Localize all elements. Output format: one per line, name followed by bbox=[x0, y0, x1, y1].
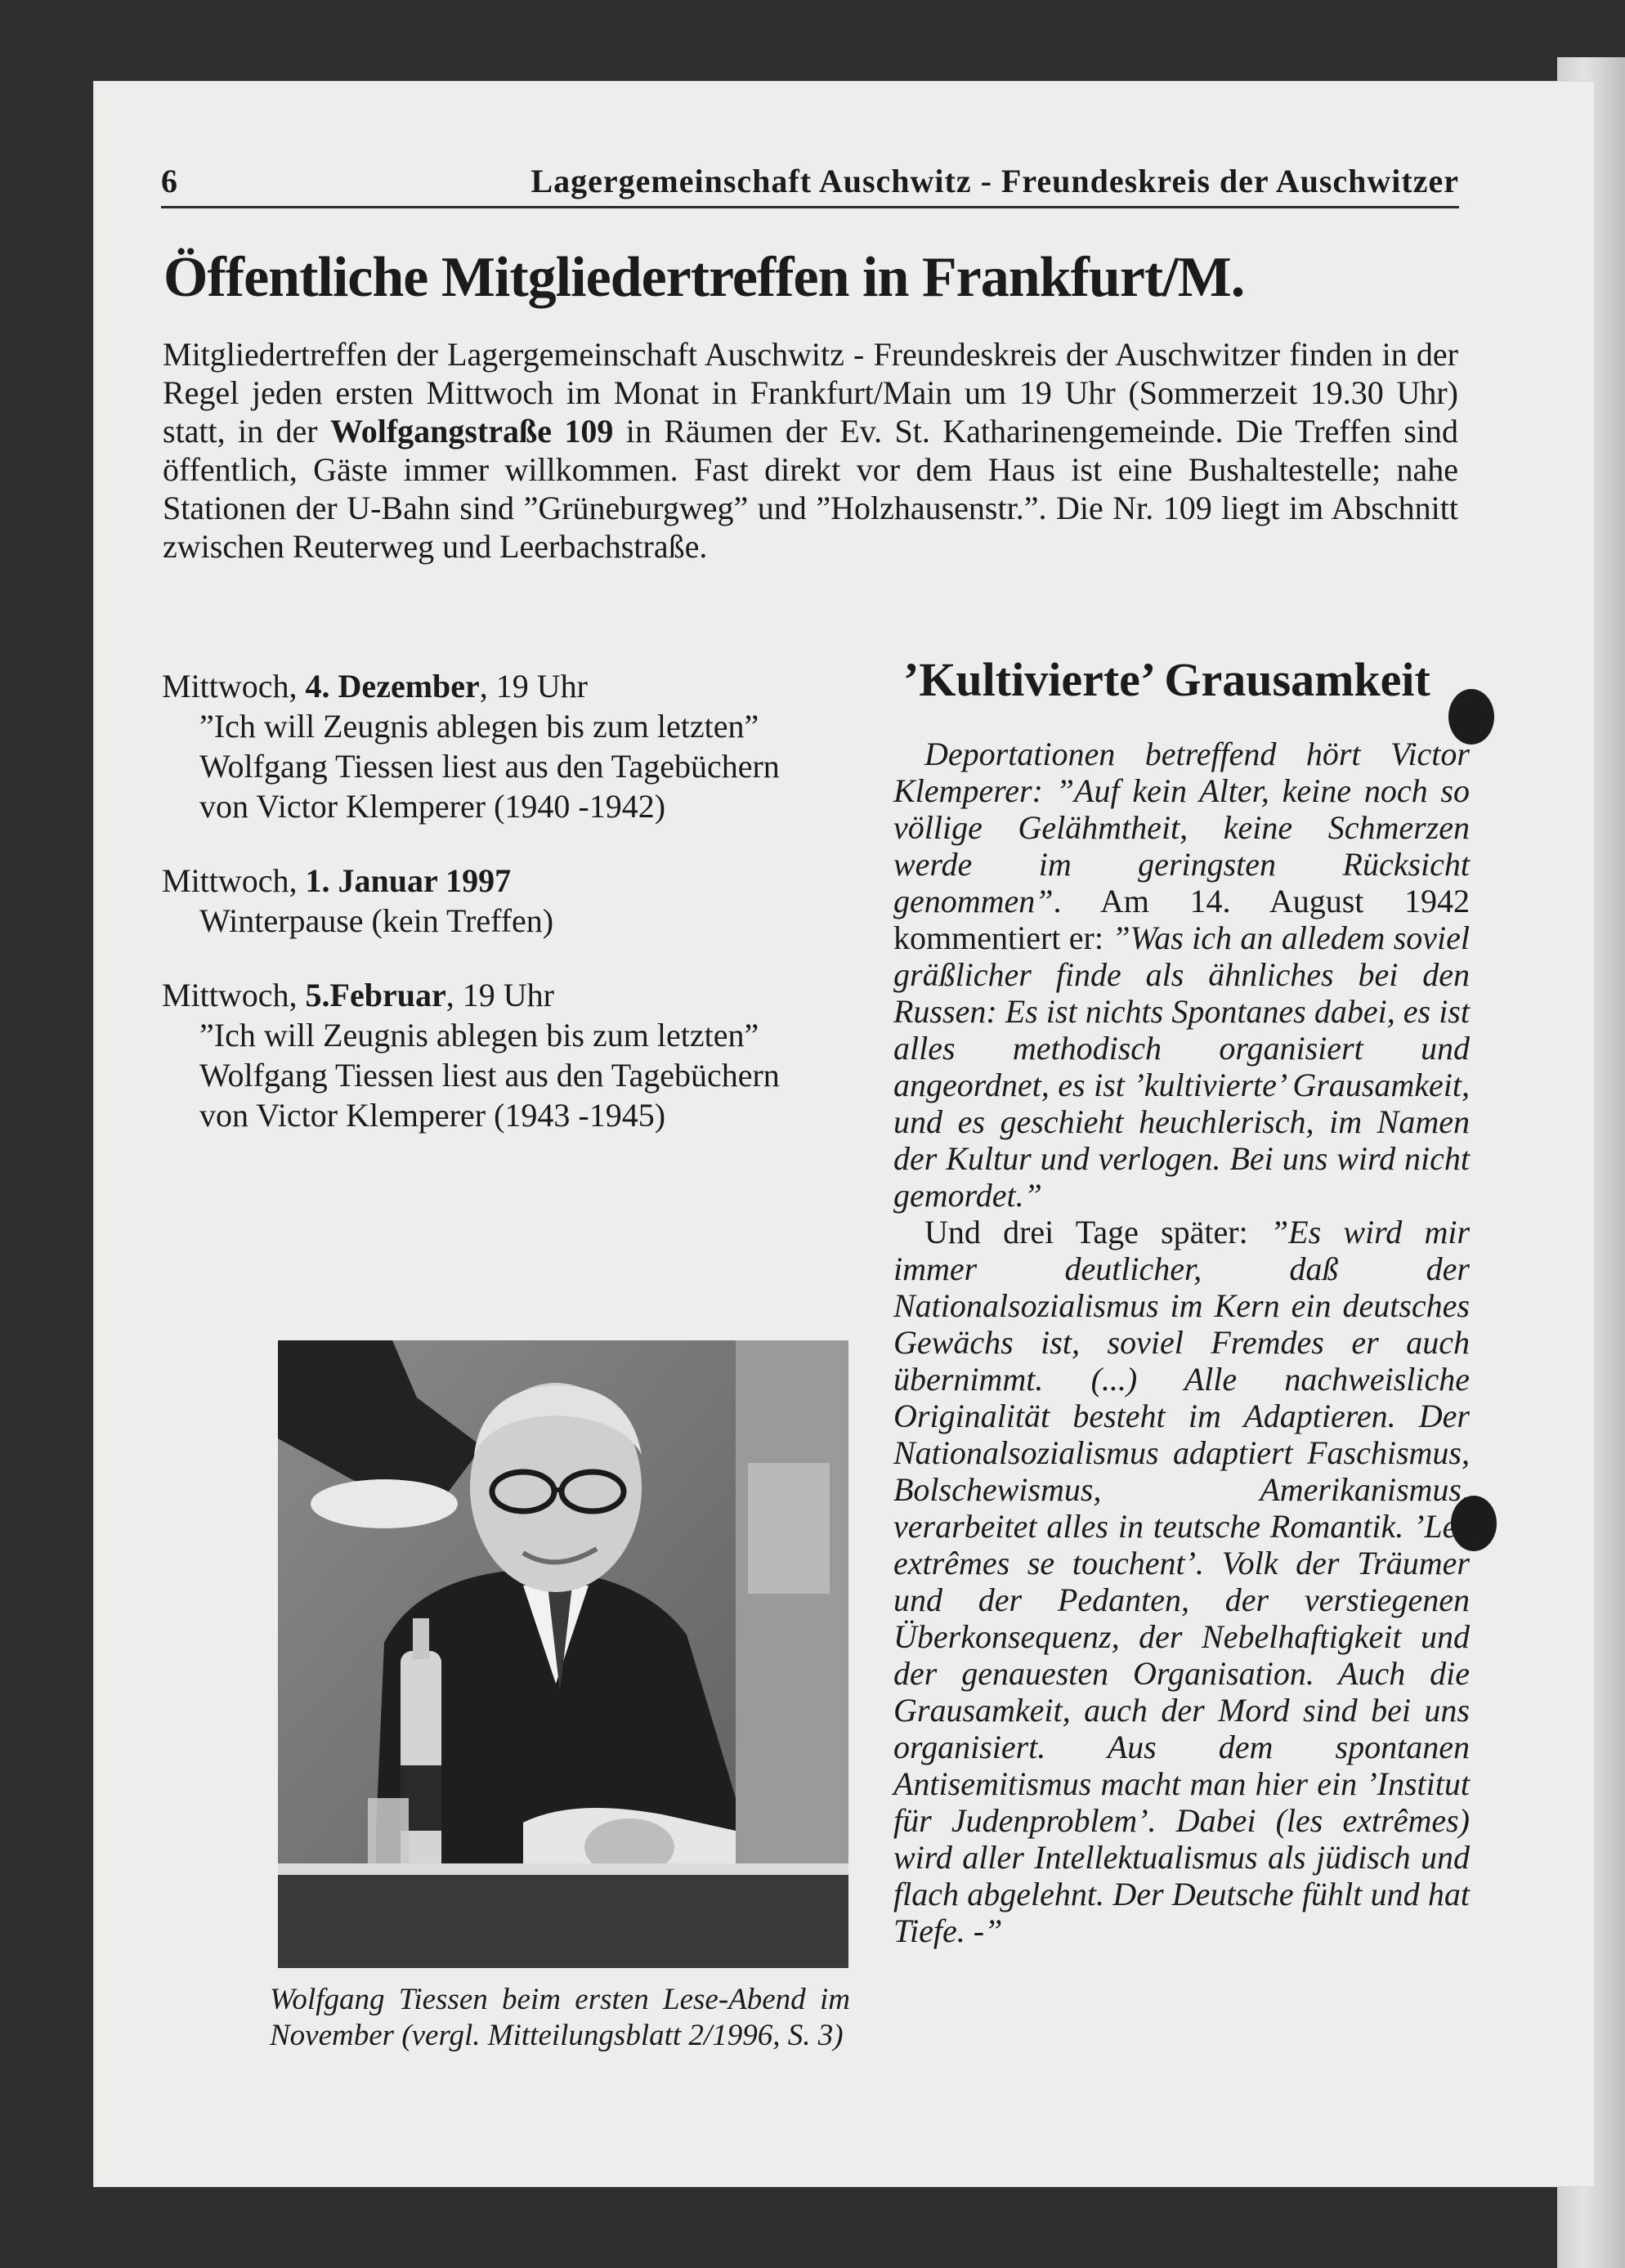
event-title: ”Ich will Zeugnis ablegen bis zum letzten” bbox=[199, 708, 759, 745]
event-item bbox=[162, 666, 808, 826]
meeting-address: Wolfgangstraße 109 bbox=[329, 413, 614, 450]
event-title: ”Ich will Zeugnis ablegen bis zum letzten” bbox=[199, 1017, 759, 1053]
essay-paragraph bbox=[893, 736, 1470, 1214]
intro-paragraph bbox=[163, 335, 1458, 566]
essay-text: . Am 14. August 1942 kommentiert er: bbox=[893, 883, 1470, 956]
essay-body bbox=[893, 736, 1470, 1949]
essay-paragraph bbox=[893, 1214, 1470, 1949]
photo-caption: Wolfgang Tiessen beim ersten Lese-Abend im November (vergl. Mitteilungsblatt 2/1996, S. 3) bbox=[270, 1983, 850, 2052]
event-title: Winterpause (kein Treffen) bbox=[199, 902, 554, 939]
event-date-line: Mittwoch, 5.Februar, 19 Uhr bbox=[162, 977, 554, 1013]
intro-text-1: Mitgliedertreffen der Lagergemeinschaft Auschwitz - Freundeskreis der Auschwitzer finden in der Regel jeden ersten Mittwoch im Monat in Frankfurt/Main um 19 Uhr (Sommerzeit 19.30 Uhr) statt, in der bbox=[163, 336, 1458, 450]
event-item bbox=[162, 975, 808, 1135]
essay-title: ’Kultivierte’ Grausamkeit bbox=[903, 653, 1430, 706]
event-date-line: Mittwoch, 4. Dezember, 19 Uhr bbox=[162, 668, 588, 705]
event-date: 1. Januar 1997 bbox=[305, 862, 512, 899]
event-time: , 19 Uhr bbox=[479, 668, 588, 705]
essay-text: Und drei Tage später: bbox=[924, 1214, 1270, 1250]
event-date-line: Mittwoch, 1. Januar 1997 bbox=[162, 862, 512, 899]
essay-intro: Deportationen betreffend hört Victor Klemperer: bbox=[893, 736, 1470, 809]
page-header bbox=[161, 155, 1459, 208]
event-description: Wolfgang Tiessen liest aus den Tagebüchern von Victor Klemperer (1943 -1945) bbox=[199, 1057, 780, 1134]
event-list bbox=[162, 666, 808, 1170]
essay-quote: ”Auf kein Alter, keine noch so völlige Gelähmtheit, keine Schmerzen werde im geringsten Rücksicht genommen” bbox=[893, 772, 1470, 919]
event-date: 5.Februar bbox=[305, 977, 446, 1013]
intro-text-2: in Räumen der Ev. St. Katharinengemeinde. Die Treffen sind öffentlich, Gäste immer willkommen. Fast direkt vor dem Haus ist eine Bushaltestelle; nahe Stationen der U-Bahn sind ”Grüneburgweg” und ”Holzhausenstr.”. Die Nr. 109 liegt im Abschnitt zwischen Reuterweg und Leerbachstraße. bbox=[163, 413, 1458, 565]
event-time: , 19 Uhr bbox=[445, 977, 554, 1013]
essay-quote: ”Was ich an alledem soviel gräßlicher finde als ähnliches bei den Russen: Es ist nichts Spontanes dabei, es ist alles methodisch organisiert und angeordnet, es ist ’kultivierte’ Grausamkeit, und es geschieht heuchlerisch, im Namen der Kultur und verlogen. Bei uns wird nicht gemordet.” bbox=[893, 919, 1470, 1214]
event-item bbox=[162, 861, 808, 941]
event-date: 4. Dezember bbox=[305, 668, 480, 705]
essay-quote: ”Es wird mir immer deutlicher, daß der Nationalsozialismus im Kern ein deutsches Gewächs ist, soviel Fremdes er auch übernimmt. (...) Alle nachweisliche Originalität besteht im Adaptieren. Der Nationalsozialismus adaptiert Faschismus, Bolschewismus, Amerikanismus, verarbeitet alles in teutsche Romantik. ’Les extrêmes se touchent’. Volk der Träumer und der Pedanten, der verstiegenen Überkonsequenz, der Nebelhaftigkeit und der genauesten Organisation. Auch die Grausamkeit, auch der Mord sind bei uns organisiert. Aus dem spontanen Antisemitismus macht man hier ein ’Institut für Judenproblem’. Dabei (les extrêmes) wird aller Intellektualismus als jüdisch und flach abgelehnt. Der Deutsche fühlt und hat Tiefe. -” bbox=[893, 1214, 1471, 1949]
speaker-photo bbox=[278, 1340, 848, 1968]
event-description: Wolfgang Tiessen liest aus den Tagebüchern von Victor Klemperer (1940 -1942) bbox=[199, 748, 780, 825]
running-title: Lagergemeinschaft Auschwitz - Freundeskreis der Auschwitzer bbox=[530, 163, 1459, 199]
photo-illustration bbox=[278, 1340, 848, 1968]
page-number: 6 bbox=[161, 163, 177, 199]
page-title: Öffentliche Mitgliedertreffen in Frankfurt/M. bbox=[163, 246, 1245, 309]
